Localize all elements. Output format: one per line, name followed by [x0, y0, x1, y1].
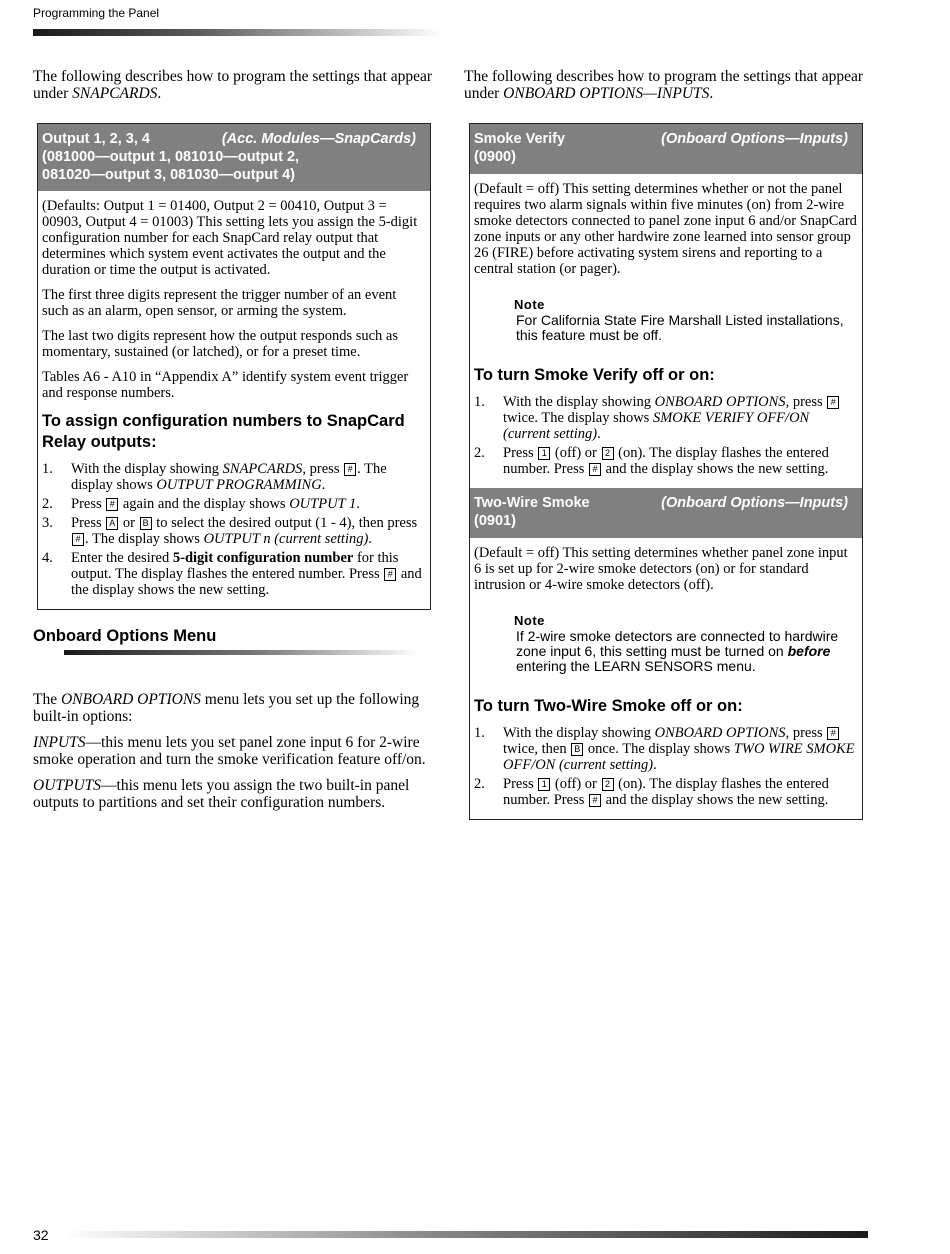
setting-title: Smoke Verify: [474, 131, 566, 147]
output-setting-box: [37, 123, 431, 610]
output-setting-body: [38, 191, 430, 609]
note-text: For California State Fire Marshall Listed installations, this feature must be off.: [516, 312, 844, 343]
two-key-icon: 2: [602, 778, 614, 791]
setting-context: (Onboard Options—Inputs): [661, 495, 848, 511]
list-item: 2. Press 1 (off) or 2 (on). The display flashes the entered number. Press # and the display shows the new setting.: [474, 445, 829, 477]
list-item: 2. Press 1 (off) or 2 (on). The display flashes the entered number. Press # and the display shows the new setting.: [474, 776, 829, 808]
procedure-steps: [474, 725, 858, 808]
hash-key-icon: #: [589, 794, 601, 807]
a-key-icon: A: [106, 517, 118, 530]
hash-key-icon: #: [72, 533, 84, 546]
right-intro: The following describes how to program the settings that appear under ONBOARD OPTIONS—INPUTS.: [464, 68, 864, 102]
list-item: 1. With the display showing ONBOARD OPTIONS, press # twice. The display shows SMOKE VERIFY OFF/ON (current setting).: [474, 394, 858, 442]
list-item: 1. With the display showing SNAPCARDS, press # . The display shows OUTPUT PROGRAMMING.: [42, 461, 387, 493]
setting-context: (Acc. Modules—SnapCards): [221, 131, 416, 147]
b-key-icon: B: [571, 743, 583, 756]
two-wire-smoke-header: [470, 488, 862, 538]
hash-key-icon: #: [827, 727, 839, 740]
paragraph: The first three digits represent the trigger number of an event such as an alarm, open sensor, or arming the system.: [42, 287, 397, 319]
one-key-icon: 1: [538, 447, 550, 460]
setting-codes: 081020—output 3, 081030—output 4): [42, 167, 296, 183]
one-key-icon: 1: [538, 778, 550, 791]
procedure-title: To turn Two-Wire Smoke off or on:: [474, 697, 743, 715]
list-item: 4. Enter the desired 5-digit configuration number for this output. The display flashes the entered number. Press # and the display shows the new setting.: [42, 550, 422, 598]
paragraph: The last two digits represent how the output responds such as momentary, sustained (or latched), or for a preset time.: [42, 328, 398, 360]
procedure-title: To turn Smoke Verify off or on:: [474, 366, 715, 384]
paragraph: INPUTS—this menu lets you set panel zone input 6 for 2-wire smoke operation and turn the smoke verification feature off/on.: [33, 734, 426, 768]
setting-title: Two-Wire Smoke: [474, 495, 590, 511]
list-item: 1. With the display showing ONBOARD OPTIONS, press # twice, then B once. The display shows TWO WIRE SMOKE OFF/ON (current setting).: [474, 725, 855, 773]
hash-key-icon: #: [589, 463, 601, 476]
header-rule: [33, 29, 443, 36]
procedure-steps: [42, 461, 426, 598]
paragraph: Tables A6 - A10 in “Appendix A” identify system event trigger and response numbers.: [42, 369, 409, 401]
two-wire-smoke-body: [470, 538, 862, 819]
setting-context: (Onboard Options—Inputs): [661, 131, 848, 147]
smoke-verify-header: [470, 124, 862, 174]
paragraph: (Default = off) This setting determines whether panel zone input 6 is set up for 2-wire smoke detectors (on) or for standard intrusion or 4-wire smoke detectors (off).: [474, 545, 848, 593]
hash-key-icon: #: [106, 498, 118, 511]
procedure-title: To assign configuration numbers to SnapCard Relay outputs:: [42, 412, 405, 451]
left-column: [33, 68, 433, 820]
setting-codes: (0901): [474, 513, 516, 529]
note-text: If 2-wire smoke detectors are connected to hardwire zone input 6, this setting must be turned on before entering the LEARN SENSORS menu.: [516, 628, 839, 674]
list-item: 2. Press # again and the display shows OUTPUT 1.: [42, 496, 360, 512]
footer-rule: [62, 1231, 868, 1238]
section-heading: Onboard Options Menu: [33, 627, 217, 645]
left-intro: The following describes how to program the settings that appear under SNAPCARDS.: [33, 68, 433, 102]
setting-title: Output 1, 2, 3, 4: [42, 131, 150, 147]
hash-key-icon: #: [827, 396, 839, 409]
output-setting-header: [38, 124, 430, 191]
setting-codes: (0900): [474, 149, 516, 165]
note: [514, 297, 858, 343]
note: [514, 613, 858, 674]
smoke-verify-box: [469, 123, 863, 820]
b-key-icon: B: [140, 517, 152, 530]
right-column: [464, 68, 864, 820]
two-key-icon: 2: [602, 447, 614, 460]
paragraph: The ONBOARD OPTIONS menu lets you set up the following built-in options:: [33, 691, 420, 725]
setting-codes: (081000—output 1, 081010—output 2,: [42, 149, 300, 165]
paragraph: OUTPUTS—this menu lets you assign the two built-in panel outputs to partitions and set their configuration numbers.: [33, 777, 410, 811]
smoke-verify-body: [470, 174, 862, 488]
note-label: Note: [514, 613, 545, 628]
section-rule: [64, 650, 419, 655]
running-header: Programming the Panel: [33, 6, 160, 20]
hash-key-icon: #: [344, 463, 356, 476]
hash-key-icon: #: [384, 568, 396, 581]
paragraph: (Defaults: Output 1 = 01400, Output 2 = 00410, Output 3 = 00903, Output 4 = 01003) This setting lets you assign the 5-digit configuration number for each SnapCard relay output that determines which system event activates the output and the duration or time the output is activated.: [42, 198, 418, 278]
note-label: Note: [514, 297, 545, 312]
paragraph: (Default = off) This setting determines whether or not the panel requires two alarm signals within five minutes (on) from 2-wire smoke detectors connected to panel zone input 6 and/or SnapCard zone inputs or any other hardwire zone learned into sensor group 26 (FIRE) before activating system sirens and reporting to a central station (or pager).: [474, 181, 857, 277]
procedure-steps: [474, 394, 858, 477]
page-number: 32: [33, 1227, 49, 1243]
list-item: 3. Press A or B to select the desired output (1 - 4), then press # . The display shows OUTPUT n (current setting).: [42, 515, 418, 547]
